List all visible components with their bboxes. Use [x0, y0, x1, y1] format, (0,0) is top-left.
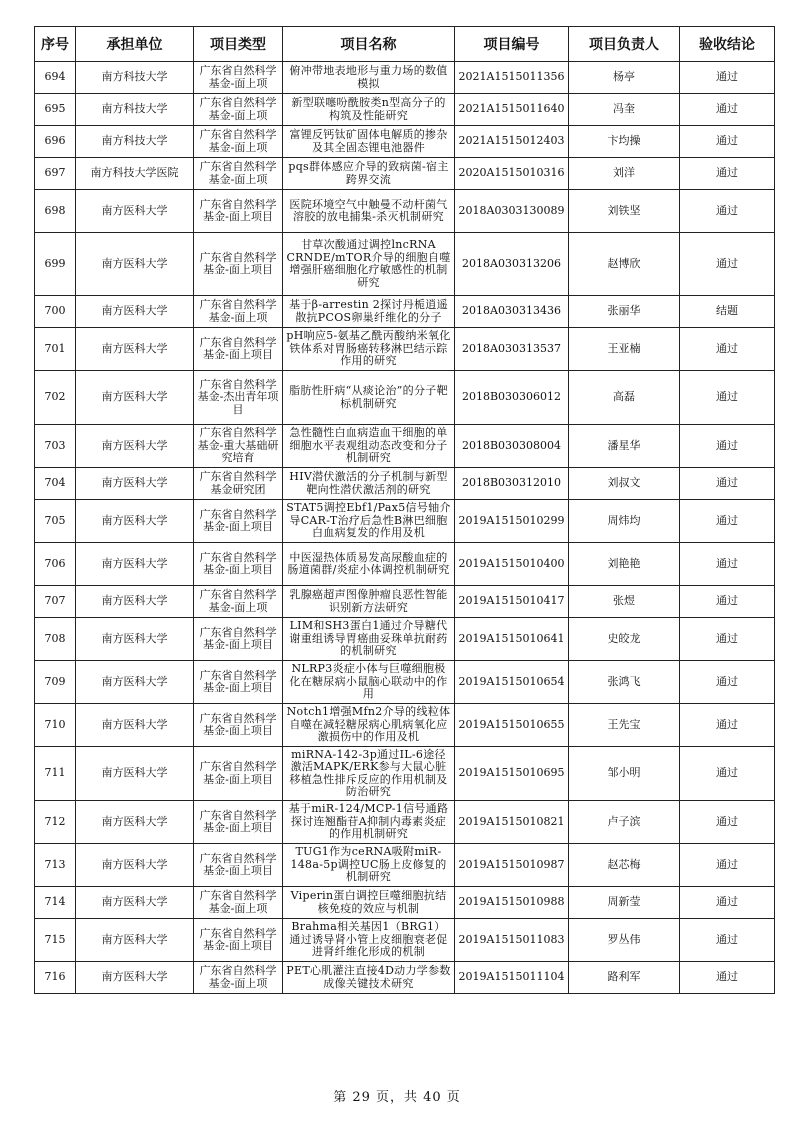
cell-serial: 707 — [35, 586, 76, 618]
cell-type: 广东省自然科学基金-面上项目 — [194, 919, 283, 962]
header-row — [35, 27, 775, 62]
cell-type: 广东省自然科学基金-重大基础研究培育 — [194, 425, 283, 468]
cell-name: Viperin蛋白调控巨噬细胞抗结核免疫的效应与机制 — [283, 887, 455, 919]
cell-type: 广东省自然科学基金-面上项目 — [194, 704, 283, 747]
cell-code: 2021A1515011640 — [455, 94, 569, 126]
cell-unit: 南方医科大学 — [76, 468, 194, 500]
cell-name: LIM和SH3蛋白1通过介导糖代谢重组诱导胃癌曲妥珠单抗耐药的机制研究 — [283, 618, 455, 661]
table-row — [35, 62, 775, 94]
cell-result: 结题 — [680, 296, 775, 328]
cell-serial: 696 — [35, 126, 76, 158]
cell-unit: 南方医科大学 — [76, 801, 194, 844]
cell-code: 2018A0303130089 — [455, 190, 569, 233]
cell-unit: 南方医科大学 — [76, 919, 194, 962]
cell-name: pH响应5-氨基乙酰丙酸纳米氧化铁体系对胃肠癌转移淋巴结示踪作用的研究 — [283, 328, 455, 371]
cell-result: 通过 — [680, 94, 775, 126]
cell-unit: 南方科技大学 — [76, 94, 194, 126]
cell-leader: 刘艳艳 — [569, 543, 680, 586]
cell-type: 广东省自然科学基金-面上项目 — [194, 661, 283, 704]
cell-result: 通过 — [680, 618, 775, 661]
header-serial: 序号 — [35, 27, 76, 62]
cell-type: 广东省自然科学基金-面上项目 — [194, 801, 283, 844]
cell-leader: 刘铁坚 — [569, 190, 680, 233]
cell-unit: 南方科技大学 — [76, 62, 194, 94]
table-row — [35, 661, 775, 704]
cell-unit: 南方医科大学 — [76, 328, 194, 371]
cell-leader: 赵芯梅 — [569, 844, 680, 887]
cell-serial: 699 — [35, 233, 76, 296]
cell-result: 通过 — [680, 704, 775, 747]
cell-result: 通过 — [680, 919, 775, 962]
cell-type: 广东省自然科学基金-面上项目 — [194, 543, 283, 586]
cell-type: 广东省自然科学基金-面上项目 — [194, 844, 283, 887]
cell-name: STAT5调控Ebf1/Pax5信号轴介导CAR-T治疗后急性B淋巴细胞白血病复发的作用及机 — [283, 500, 455, 543]
cell-unit: 南方医科大学 — [76, 618, 194, 661]
cell-code: 2018A030313206 — [455, 233, 569, 296]
cell-serial: 711 — [35, 747, 76, 801]
table-row — [35, 704, 775, 747]
cell-serial: 705 — [35, 500, 76, 543]
cell-name: PET心肌灌注直接4D动力学参数成像关键技术研究 — [283, 962, 455, 994]
cell-name: 乳腺癌超声图像肿瘤良恶性智能识别新方法研究 — [283, 586, 455, 618]
header-leader: 项目负责人 — [569, 27, 680, 62]
header-name: 项目名称 — [283, 27, 455, 62]
cell-leader: 高磊 — [569, 371, 680, 425]
cell-serial: 710 — [35, 704, 76, 747]
header-result: 验收结论 — [680, 27, 775, 62]
table-row — [35, 887, 775, 919]
cell-result: 通过 — [680, 62, 775, 94]
cell-serial: 715 — [35, 919, 76, 962]
cell-code: 2020A1515010316 — [455, 158, 569, 190]
cell-code: 2019A1515010417 — [455, 586, 569, 618]
cell-leader: 赵博欣 — [569, 233, 680, 296]
table-row — [35, 158, 775, 190]
cell-code: 2019A1515010299 — [455, 500, 569, 543]
cell-name: 急性髓性白血病造血干细胞的单细胞水平表观组动态改变和分子机制研究 — [283, 425, 455, 468]
table-row — [35, 919, 775, 962]
cell-unit: 南方医科大学 — [76, 844, 194, 887]
cell-result: 通过 — [680, 328, 775, 371]
cell-leader: 邹小明 — [569, 747, 680, 801]
project-acceptance-table — [34, 26, 775, 994]
cell-code: 2019A1515010655 — [455, 704, 569, 747]
cell-serial: 714 — [35, 887, 76, 919]
cell-leader: 张鸿飞 — [569, 661, 680, 704]
table-row — [35, 962, 775, 994]
cell-leader: 杨亭 — [569, 62, 680, 94]
table-row — [35, 328, 775, 371]
cell-code: 2018B030308004 — [455, 425, 569, 468]
cell-type: 广东省自然科学基金-面上项目 — [194, 747, 283, 801]
cell-leader: 罗丛伟 — [569, 919, 680, 962]
cell-name: 医院环境空气中触曼不动杆菌气溶胶的放电捕集-杀灭机制研究 — [283, 190, 455, 233]
cell-result: 通过 — [680, 425, 775, 468]
cell-code: 2019A1515010654 — [455, 661, 569, 704]
cell-type: 广东省自然科学基金-杰出青年项目 — [194, 371, 283, 425]
cell-serial: 713 — [35, 844, 76, 887]
cell-leader: 路利军 — [569, 962, 680, 994]
cell-code: 2019A1515010641 — [455, 618, 569, 661]
cell-type: 广东省自然科学基金-面上项 — [194, 126, 283, 158]
cell-serial: 708 — [35, 618, 76, 661]
cell-type: 广东省自然科学基金-面上项目 — [194, 328, 283, 371]
cell-code: 2018A030313537 — [455, 328, 569, 371]
cell-unit: 南方医科大学 — [76, 233, 194, 296]
header-unit: 承担单位 — [76, 27, 194, 62]
cell-type: 广东省自然科学基金-面上项目 — [194, 500, 283, 543]
cell-serial: 701 — [35, 328, 76, 371]
cell-serial: 706 — [35, 543, 76, 586]
cell-unit: 南方科技大学医院 — [76, 158, 194, 190]
cell-name: NLRP3炎症小体与巨噬细胞极化在糖尿病小鼠脑心联动中的作用 — [283, 661, 455, 704]
cell-leader: 卞均操 — [569, 126, 680, 158]
cell-code: 2019A1515010821 — [455, 801, 569, 844]
cell-serial: 712 — [35, 801, 76, 844]
cell-result: 通过 — [680, 962, 775, 994]
cell-name: TUG1作为ceRNA吸附miR-148a-5p调控UC肠上皮修复的机制研究 — [283, 844, 455, 887]
cell-unit: 南方医科大学 — [76, 586, 194, 618]
cell-name: HIV潜伏激活的分子机制与新型靶向性潜伏激活剂的研究 — [283, 468, 455, 500]
cell-name: 中医湿热体质易发高尿酸血症的肠道菌群/炎症小体调控机制研究 — [283, 543, 455, 586]
cell-type: 广东省自然科学基金-面上项 — [194, 887, 283, 919]
cell-code: 2021A1515011356 — [455, 62, 569, 94]
cell-unit: 南方医科大学 — [76, 962, 194, 994]
cell-serial: 695 — [35, 94, 76, 126]
cell-result: 通过 — [680, 844, 775, 887]
cell-serial: 709 — [35, 661, 76, 704]
cell-code: 2021A1515012403 — [455, 126, 569, 158]
cell-result: 通过 — [680, 371, 775, 425]
table-row — [35, 618, 775, 661]
cell-result: 通过 — [680, 887, 775, 919]
table-row — [35, 296, 775, 328]
cell-name: pqs群体感应介导的致病菌-宿主跨界交流 — [283, 158, 455, 190]
cell-name: miRNA-142-3p通过IL-6途径激活MAPK/ERK参与大鼠心脏移植急性排斥反应的作用机制及防治研究 — [283, 747, 455, 801]
cell-name: 脂肪性肝病“从痰论治”的分子靶标机制研究 — [283, 371, 455, 425]
cell-serial: 716 — [35, 962, 76, 994]
table-row — [35, 371, 775, 425]
cell-leader: 冯奎 — [569, 94, 680, 126]
cell-type: 广东省自然科学基金-面上项目 — [194, 618, 283, 661]
page-footer: 第 29 页，共 40 页 — [333, 1090, 461, 1105]
table-row — [35, 844, 775, 887]
cell-serial: 703 — [35, 425, 76, 468]
cell-type: 广东省自然科学基金-面上项 — [194, 94, 283, 126]
cell-serial: 704 — [35, 468, 76, 500]
cell-result: 通过 — [680, 801, 775, 844]
cell-leader: 王亚楠 — [569, 328, 680, 371]
cell-serial: 694 — [35, 62, 76, 94]
cell-code: 2019A1515010400 — [455, 543, 569, 586]
table-row — [35, 586, 775, 618]
cell-result: 通过 — [680, 468, 775, 500]
cell-leader: 史皎龙 — [569, 618, 680, 661]
cell-unit: 南方医科大学 — [76, 425, 194, 468]
cell-type: 广东省自然科学基金-面上项 — [194, 62, 283, 94]
cell-code: 2019A1515010987 — [455, 844, 569, 887]
cell-leader: 张煜 — [569, 586, 680, 618]
cell-code: 2019A1515010695 — [455, 747, 569, 801]
cell-unit: 南方医科大学 — [76, 661, 194, 704]
table-row — [35, 747, 775, 801]
cell-unit: 南方科技大学 — [76, 126, 194, 158]
cell-result: 通过 — [680, 543, 775, 586]
cell-result: 通过 — [680, 158, 775, 190]
cell-type: 广东省自然科学基金-面上项 — [194, 962, 283, 994]
cell-serial: 702 — [35, 371, 76, 425]
cell-leader: 张丽华 — [569, 296, 680, 328]
cell-name: 基于miR-124/MCP-1信号通路探讨连翘酯苷A抑制内毒素炎症的作用机制研究 — [283, 801, 455, 844]
cell-unit: 南方医科大学 — [76, 747, 194, 801]
cell-leader: 潘星华 — [569, 425, 680, 468]
cell-type: 广东省自然科学基金-面上项目 — [194, 190, 283, 233]
table-row — [35, 801, 775, 844]
cell-unit: 南方医科大学 — [76, 500, 194, 543]
cell-name: 新型联噻吩酰胺类n型高分子的构筑及性能研究 — [283, 94, 455, 126]
cell-type: 广东省自然科学基金-面上项目 — [194, 233, 283, 296]
cell-code: 2018B030306012 — [455, 371, 569, 425]
table-row — [35, 543, 775, 586]
cell-serial: 700 — [35, 296, 76, 328]
cell-name: Notch1增强Mfn2介导的线粒体自噬在减轻糖尿病心肌病氧化应激损伤中的作用及机 — [283, 704, 455, 747]
table-row — [35, 500, 775, 543]
table-row — [35, 468, 775, 500]
cell-unit: 南方医科大学 — [76, 190, 194, 233]
table-row — [35, 190, 775, 233]
table-row — [35, 425, 775, 468]
cell-name: 俯冲带地表地形与重力场的数值模拟 — [283, 62, 455, 94]
cell-serial: 697 — [35, 158, 76, 190]
cell-result: 通过 — [680, 747, 775, 801]
cell-type: 广东省自然科学基金研究团 — [194, 468, 283, 500]
cell-name: 基于β-arrestin 2探讨丹栀逍遥散抗PCOS卵巢纤维化的分子 — [283, 296, 455, 328]
cell-name: 甘草次酸通过调控lncRNA CRNDE/mTOR介导的细胞自噬增强肝癌细胞化疗敏感性的机制研究 — [283, 233, 455, 296]
cell-unit: 南方医科大学 — [76, 887, 194, 919]
table-row — [35, 233, 775, 296]
cell-leader: 周炜均 — [569, 500, 680, 543]
cell-serial: 698 — [35, 190, 76, 233]
cell-code: 2018A030313436 — [455, 296, 569, 328]
cell-code: 2019A1515010988 — [455, 887, 569, 919]
cell-leader: 卢子滨 — [569, 801, 680, 844]
cell-code: 2019A1515011104 — [455, 962, 569, 994]
table-row — [35, 94, 775, 126]
cell-code: 2018B030312010 — [455, 468, 569, 500]
cell-leader: 刘洋 — [569, 158, 680, 190]
cell-leader: 刘叔文 — [569, 468, 680, 500]
cell-result: 通过 — [680, 233, 775, 296]
cell-unit: 南方医科大学 — [76, 371, 194, 425]
cell-unit: 南方医科大学 — [76, 543, 194, 586]
cell-result: 通过 — [680, 661, 775, 704]
cell-result: 通过 — [680, 190, 775, 233]
cell-name: Brahma相关基因1（BRG1）通过诱导肾小管上皮细胞衰老促进肾纤维化形成的机制 — [283, 919, 455, 962]
cell-code: 2019A1515011083 — [455, 919, 569, 962]
cell-result: 通过 — [680, 586, 775, 618]
cell-result: 通过 — [680, 126, 775, 158]
cell-type: 广东省自然科学基金-面上项 — [194, 586, 283, 618]
table-row — [35, 126, 775, 158]
header-code: 项目编号 — [455, 27, 569, 62]
cell-result: 通过 — [680, 500, 775, 543]
cell-name: 富锂反钙钛矿固体电解质的掺杂及其全固态锂电池器件 — [283, 126, 455, 158]
cell-type: 广东省自然科学基金-面上项 — [194, 158, 283, 190]
cell-leader: 周新莹 — [569, 887, 680, 919]
cell-type: 广东省自然科学基金-面上项 — [194, 296, 283, 328]
cell-leader: 王先宝 — [569, 704, 680, 747]
header-type: 项目类型 — [194, 27, 283, 62]
cell-unit: 南方医科大学 — [76, 704, 194, 747]
cell-unit: 南方医科大学 — [76, 296, 194, 328]
